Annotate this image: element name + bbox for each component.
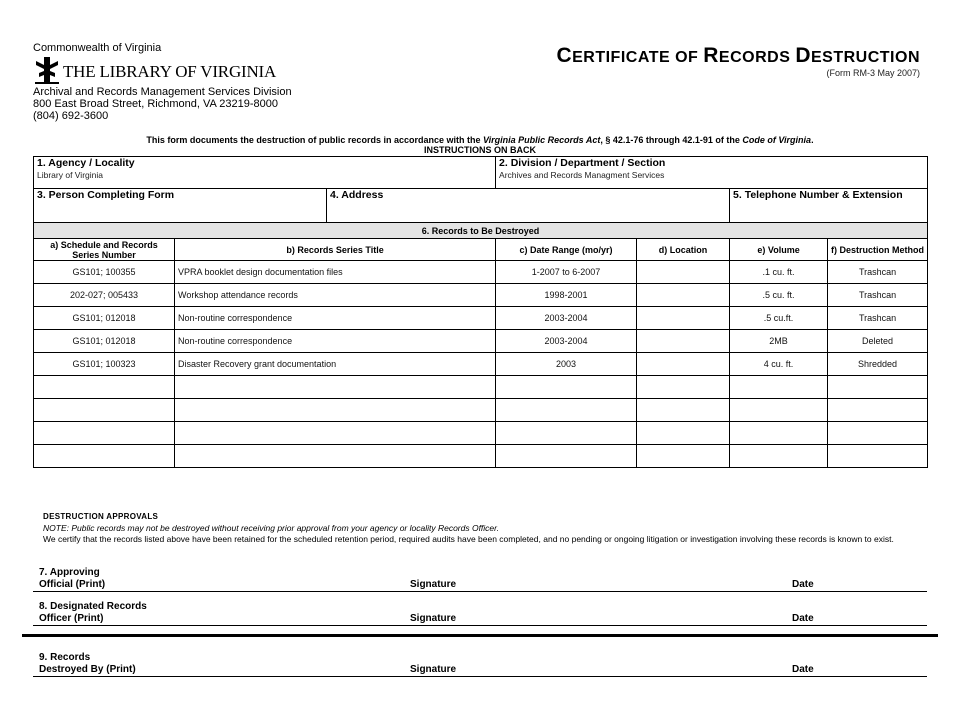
division-label: 2. Division / Department / Section [499,157,666,169]
cell-date-range[interactable]: 1998-2001 [496,284,637,307]
cell-location[interactable] [637,399,730,422]
cell-title[interactable] [175,376,496,399]
cell-method[interactable] [828,399,928,422]
designated-officer-label: 8. Designated Records Officer (Print) [39,601,147,624]
cell-location[interactable] [637,330,730,353]
col-header-method: f) Destruction Method [828,239,928,261]
table-row [34,399,928,422]
cell-schedule[interactable] [34,422,175,445]
division-value: Archives and Records Managment Services [499,170,665,180]
cell-schedule[interactable] [34,376,175,399]
cell-method[interactable]: Trashcan [828,261,928,284]
instructions-on-back: INSTRUCTIONS ON BACK [424,145,536,155]
agency-label: 1. Agency / Locality [37,157,135,169]
cell-title[interactable]: Non-routine correspondence [175,307,496,330]
records-section-header: 6. Records to Be Destroyed [34,223,928,239]
destroyed-date-label: Date [792,664,814,675]
telephone-label: 5. Telephone Number & Extension [733,189,903,201]
approving-date-label: Date [792,579,814,590]
approvals-note: NOTE: Public records may not be destroyed without receiving prior approval from your agency or locality Records Officer. [43,523,500,533]
approvals-certification: We certify that the records listed above have been retained for the scheduled retention period, required audits have been completed, and no pending or ongoing litigation or investigation involving these records is known to exist. [43,534,894,544]
cell-volume[interactable] [730,376,828,399]
cell-date-range[interactable]: 2003-2004 [496,330,637,353]
table-row [34,307,928,330]
cell-location[interactable] [637,445,730,468]
cell-date-range[interactable]: 1-2007 to 6-2007 [496,261,637,284]
person-completing-field[interactable] [34,189,327,223]
designated-date-label: Date [792,613,814,624]
destroyed-signature-label: Signature [410,664,457,675]
approving-signature-line[interactable] [33,591,927,592]
cell-location[interactable] [637,284,730,307]
cell-schedule[interactable] [34,445,175,468]
cell-title[interactable]: Workshop attendance records [175,284,496,307]
intro-statement: This form documents the destruction of public records in accordance with the Virginia Public Records Act, § 42.1-76 through 42.1-91 of the Code of Virginia. [146,135,814,145]
cell-location[interactable] [637,307,730,330]
cell-schedule[interactable]: GS101; 100355 [34,261,175,284]
cell-method[interactable]: Trashcan [828,284,928,307]
cell-method[interactable]: Shredded [828,353,928,376]
table-row [34,284,928,307]
form-title: CERTIFICATE OF RECORDS DESTRUCTION [556,44,920,67]
agency-field[interactable] [34,157,496,189]
approvals-title: DESTRUCTION APPROVALS [43,512,159,521]
cell-location[interactable] [637,353,730,376]
cell-volume[interactable]: 2MB [730,330,828,353]
cell-volume[interactable]: .5 cu.ft. [730,307,828,330]
table-row [34,376,928,399]
cell-date-range[interactable]: 2003-2004 [496,307,637,330]
cell-date-range[interactable] [496,422,637,445]
col-header-location: d) Location [637,239,730,261]
library-phone: (804) 692-3600 [33,110,109,122]
approving-official-label: 7. Approving Official (Print) [39,567,106,590]
address-field[interactable] [327,189,730,223]
cell-location[interactable] [637,261,730,284]
table-row [34,422,928,445]
cell-title[interactable]: Non-routine correspondence [175,330,496,353]
cell-title[interactable] [175,422,496,445]
records-form-table [33,156,928,468]
cell-volume[interactable] [730,445,828,468]
designated-signature-line[interactable] [33,625,927,626]
telephone-field[interactable] [730,189,928,223]
division-field[interactable] [496,157,928,189]
table-row [34,445,928,468]
cell-schedule[interactable]: GS101; 012018 [34,307,175,330]
cell-date-range[interactable] [496,399,637,422]
cell-volume[interactable] [730,399,828,422]
col-header-title: b) Records Series Title [175,239,496,261]
cell-volume[interactable]: .1 cu. ft. [730,261,828,284]
records-table-body [34,261,928,468]
designated-signature-label: Signature [410,613,457,624]
approving-signature-label: Signature [410,579,457,590]
library-address: 800 East Broad Street, Richmond, VA 23219-8000 [33,98,279,110]
table-row [34,330,928,353]
destroyed-signature-line[interactable] [33,676,927,677]
col-header-date-range: c) Date Range (mo/yr) [496,239,637,261]
cell-date-range[interactable]: 2003 [496,353,637,376]
section-divider [22,634,938,637]
agency-value: Library of Virginia [37,170,103,180]
library-name: THE LIBRARY OF VIRGINIA [63,62,277,81]
library-logo-icon [33,55,61,85]
cell-location[interactable] [637,376,730,399]
col-header-schedule: a) Schedule and Records Series Number [34,239,175,261]
cell-title[interactable]: Disaster Recovery grant documentation [175,353,496,376]
cell-method[interactable]: Trashcan [828,307,928,330]
cell-method[interactable] [828,422,928,445]
cell-method[interactable] [828,445,928,468]
cell-schedule[interactable] [34,399,175,422]
cell-volume[interactable]: .5 cu. ft. [730,284,828,307]
cell-schedule[interactable]: 202-027; 005433 [34,284,175,307]
cell-location[interactable] [637,422,730,445]
cell-schedule[interactable]: GS101; 012018 [34,330,175,353]
cell-schedule[interactable]: GS101; 100323 [34,353,175,376]
commonwealth-label: Commonwealth of Virginia [33,42,162,54]
cell-volume[interactable] [730,422,828,445]
cell-title[interactable]: VPRA booklet design documentation files [175,261,496,284]
person-completing-label: 3. Person Completing Form [37,189,175,201]
cell-method[interactable]: Deleted [828,330,928,353]
division-name: Archival and Records Management Services Division [33,86,292,98]
col-header-volume: e) Volume [730,239,828,261]
cell-date-range[interactable] [496,445,637,468]
table-row [34,261,928,284]
cell-title[interactable] [175,399,496,422]
address-label: 4. Address [330,189,384,201]
cell-method[interactable] [828,376,928,399]
table-row [34,353,928,376]
destroyed-by-label: 9. Records Destroyed By (Print) [39,652,136,675]
cell-date-range[interactable] [496,376,637,399]
form-number: (Form RM-3 May 2007) [826,68,920,78]
cell-title[interactable] [175,445,496,468]
cell-volume[interactable]: 4 cu. ft. [730,353,828,376]
